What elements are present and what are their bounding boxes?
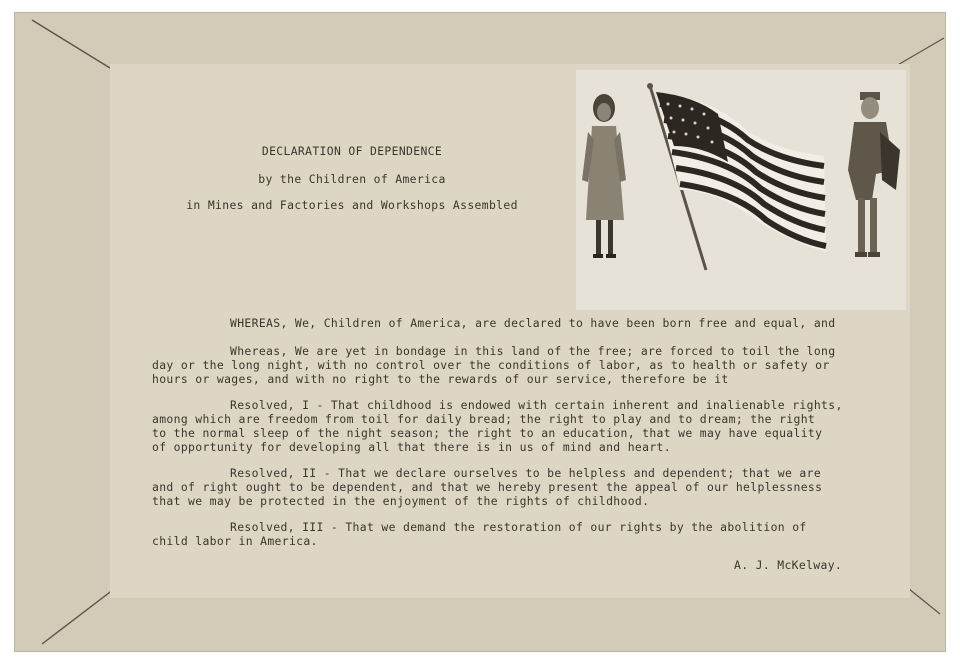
whereas-line-1: WHEREAS, We, Children of America, are declared to have been born free and equal, and bbox=[230, 316, 836, 330]
resolved1-line-2: among which are freedom from toil for daily bread; the right to play and to dream; the right bbox=[152, 412, 816, 426]
resolved3-line-1: Resolved, III - That we demand the restoration of our rights by the abolition of bbox=[230, 520, 807, 534]
corner-line-top-left bbox=[32, 20, 110, 68]
children-flag-picture bbox=[576, 70, 906, 310]
boy-figure bbox=[848, 92, 900, 257]
resolved1-line-4: of opportunity for developing all that there is in us of mind and heart. bbox=[152, 440, 671, 454]
whereas2-line-1: Whereas, We are yet in bondage in this land of the free; are forced to toil the long bbox=[230, 344, 836, 358]
resolved1-line-3: to the normal sleep of the night season; the right to an education, that we may have equality bbox=[152, 426, 823, 440]
girl-figure bbox=[582, 94, 626, 258]
document-title: DECLARATION OF DEPENDENCE bbox=[261, 144, 443, 158]
resolved3-line-2: child labor in America. bbox=[152, 534, 318, 548]
signature: A. J. McKelway. bbox=[734, 558, 843, 572]
resolved2-line-1: Resolved, II - That we declare ourselves to be helpless and dependent; that we are bbox=[230, 466, 822, 480]
resolved2-line-3: that we may be protected in the enjoyment of the rights of childhood. bbox=[152, 494, 650, 508]
document-subtitle: by the Children of America bbox=[258, 172, 446, 186]
corner-line-bottom-left bbox=[42, 586, 118, 644]
photograph bbox=[14, 12, 946, 652]
corner-line-top-right bbox=[896, 38, 944, 66]
american-flag bbox=[656, 92, 826, 252]
resolved2-line-2: and of right ought to be dependent, and that we hereby present the appeal of our helplessness bbox=[152, 480, 823, 494]
document-subtitle-2: in Mines and Factories and Workshops Assembled bbox=[186, 198, 518, 212]
whereas2-line-3: hours or wages, and with no right to the rewards of our service, therefore be it bbox=[152, 372, 729, 386]
whereas2-line-2: day or the long night, with no control over the conditions of labor, as to health or safety or bbox=[152, 358, 830, 372]
resolved1-line-1: Resolved, I - That childhood is endowed with certain inherent and inalienable rights, bbox=[230, 398, 843, 412]
